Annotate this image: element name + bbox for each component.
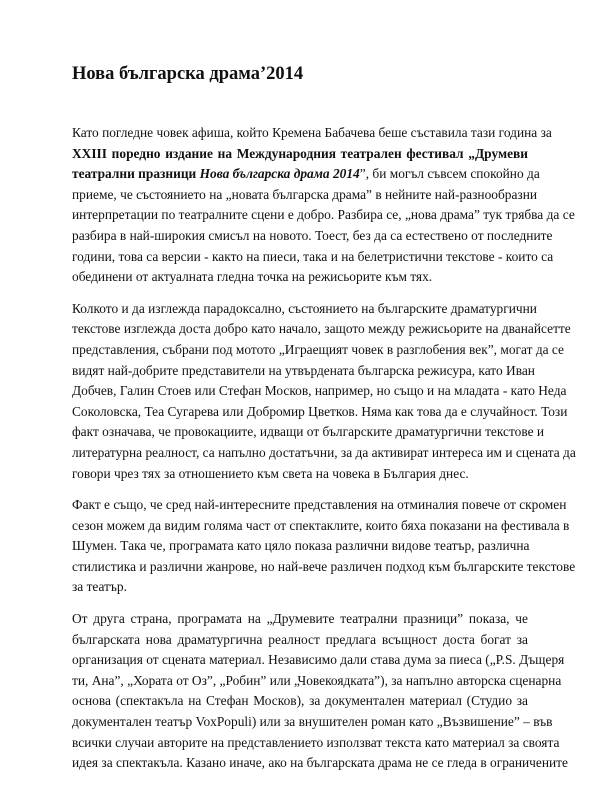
paragraph (72, 123, 575, 288)
text-line (72, 691, 528, 712)
text-segment: От друга страна, програмата на „Друмевите театрални празници” показа, че (72, 611, 528, 627)
text-line (72, 609, 528, 630)
text-line (72, 226, 553, 247)
text-line (72, 577, 528, 598)
text-line (72, 402, 568, 423)
text-segment: българската нова драматургична реалност предлага всъщност доста богат за (72, 631, 528, 647)
text-segment: документален театър VoxPopuli) или за внушителен роман като „Възвишение” – във (72, 714, 553, 730)
text-line (72, 381, 567, 402)
text-segment: видят най-добрите представители на утвърдената българска режисура, като Иван (72, 362, 535, 378)
paragraph (72, 299, 576, 484)
text-segment: литературна реалност, са напълно достатъчни, за да активират интереса им и сцената да (72, 444, 576, 460)
text-line (72, 464, 528, 485)
paragraph (72, 495, 576, 598)
text-segment: театрални празници (72, 166, 200, 182)
text-segment: Добчев, Галин Стоев или Стефан Москов, например, но също и на младата - като Неда (72, 383, 567, 399)
text-line (72, 185, 538, 206)
text-segment: говори чрез тях за отношението към света на човека в България днес. (72, 465, 469, 481)
text-segment: всички случаи авторите на представлението използват текста като материал за своята (72, 734, 560, 750)
text-segment: години, това са версии - както на пиеси, така и на белетристични текстове - които са (72, 248, 554, 264)
text-line (72, 650, 565, 671)
text-segment: факт означава, че провокациите, идващи от българските драматургични текстове и (72, 424, 545, 440)
text-segment: представления, събрани под мотото „Играещият човек в разглобения век”, могат да се (72, 341, 564, 357)
text-line (72, 164, 540, 185)
text-line (72, 205, 575, 226)
text-segment: ”, би могъл съвсем спокойно да (359, 166, 540, 182)
text-line (72, 267, 528, 288)
text-line (72, 319, 571, 340)
text-segment: организация от сцената материал. Независимо дали става дума за пиеса („P.S. Дъщеря (72, 652, 565, 668)
text-segment: Факт е също, че сред най-интересните представления на отминалия повече от скромен (72, 497, 567, 513)
text-segment: обединени от актуалната гледна точка на режисьорите към тях. (72, 269, 433, 285)
text-segment: приеме, че състоянието на „новата българска драма” в нейните най-разнообразни (72, 186, 538, 202)
text-segment: сезон можем да видим голяма част от спектаклите, които бяха показани на фестивала в (72, 517, 570, 533)
text-line (72, 123, 552, 144)
document-title: Нова българска драма’2014 (72, 64, 304, 84)
text-line (72, 536, 528, 557)
text-segment: стилистика и различни жанрове, но най-вече различен подход към българските текстове (72, 558, 576, 574)
text-line (72, 144, 528, 165)
text-line (72, 733, 560, 754)
text-segment: за театър. (72, 579, 127, 595)
text-segment: основа (спектакъла на Стефан Москов), за документален материал (Студио за (72, 693, 528, 709)
text-line (72, 361, 535, 382)
text-line (72, 557, 576, 578)
text-segment: Колкото и да изглежда парадоксално, състоянието на българските драматургични (72, 300, 537, 316)
paragraph (72, 609, 568, 774)
text-segment: Соколовска, Теа Сугарева или Добромир Цветков. Няма как това да е случайност. Този (72, 403, 568, 419)
document-body (72, 123, 576, 785)
text-segment: Като погледне човек афиша, който Кремена Бабачева беше съставила тази година за (72, 125, 552, 140)
text-segment: текстове изглежда доста добро като начало, защото между режисьорите на дванайсетте (72, 321, 571, 337)
text-line (72, 340, 564, 361)
text-line (72, 422, 545, 443)
text-line (72, 671, 562, 692)
text-line (72, 516, 570, 537)
text-segment: интерпретации по театралните сцени е добро. Разбира се, „нова драма” тук трябва да се (72, 207, 575, 223)
text-segment: Нова българска драма 2014 (199, 166, 360, 182)
text-line (72, 299, 537, 320)
text-segment: разбира в най-широкия смисъл на новото. Тоест, без да са естествено от последните (72, 227, 553, 243)
text-segment: ти, Ана”, „Хората от Оз”, „Робин” или „Човекоядката”), за напълно авторска сценарна (72, 672, 562, 688)
text-line (72, 247, 554, 268)
text-line (72, 630, 528, 651)
text-line (72, 443, 576, 464)
text-line (72, 495, 567, 516)
text-line (72, 712, 553, 733)
text-line (72, 753, 568, 774)
text-segment: Шумен. Така че, програмата като цяло показа различни видове театър, различна (72, 538, 530, 554)
text-segment: идея за спектакъла. Казано иначе, ако на българската драма не се гледа в ограничените (72, 755, 568, 771)
text-segment: XXIII поредно издание на Международния театрален фестивал „Друмеви (72, 145, 528, 161)
